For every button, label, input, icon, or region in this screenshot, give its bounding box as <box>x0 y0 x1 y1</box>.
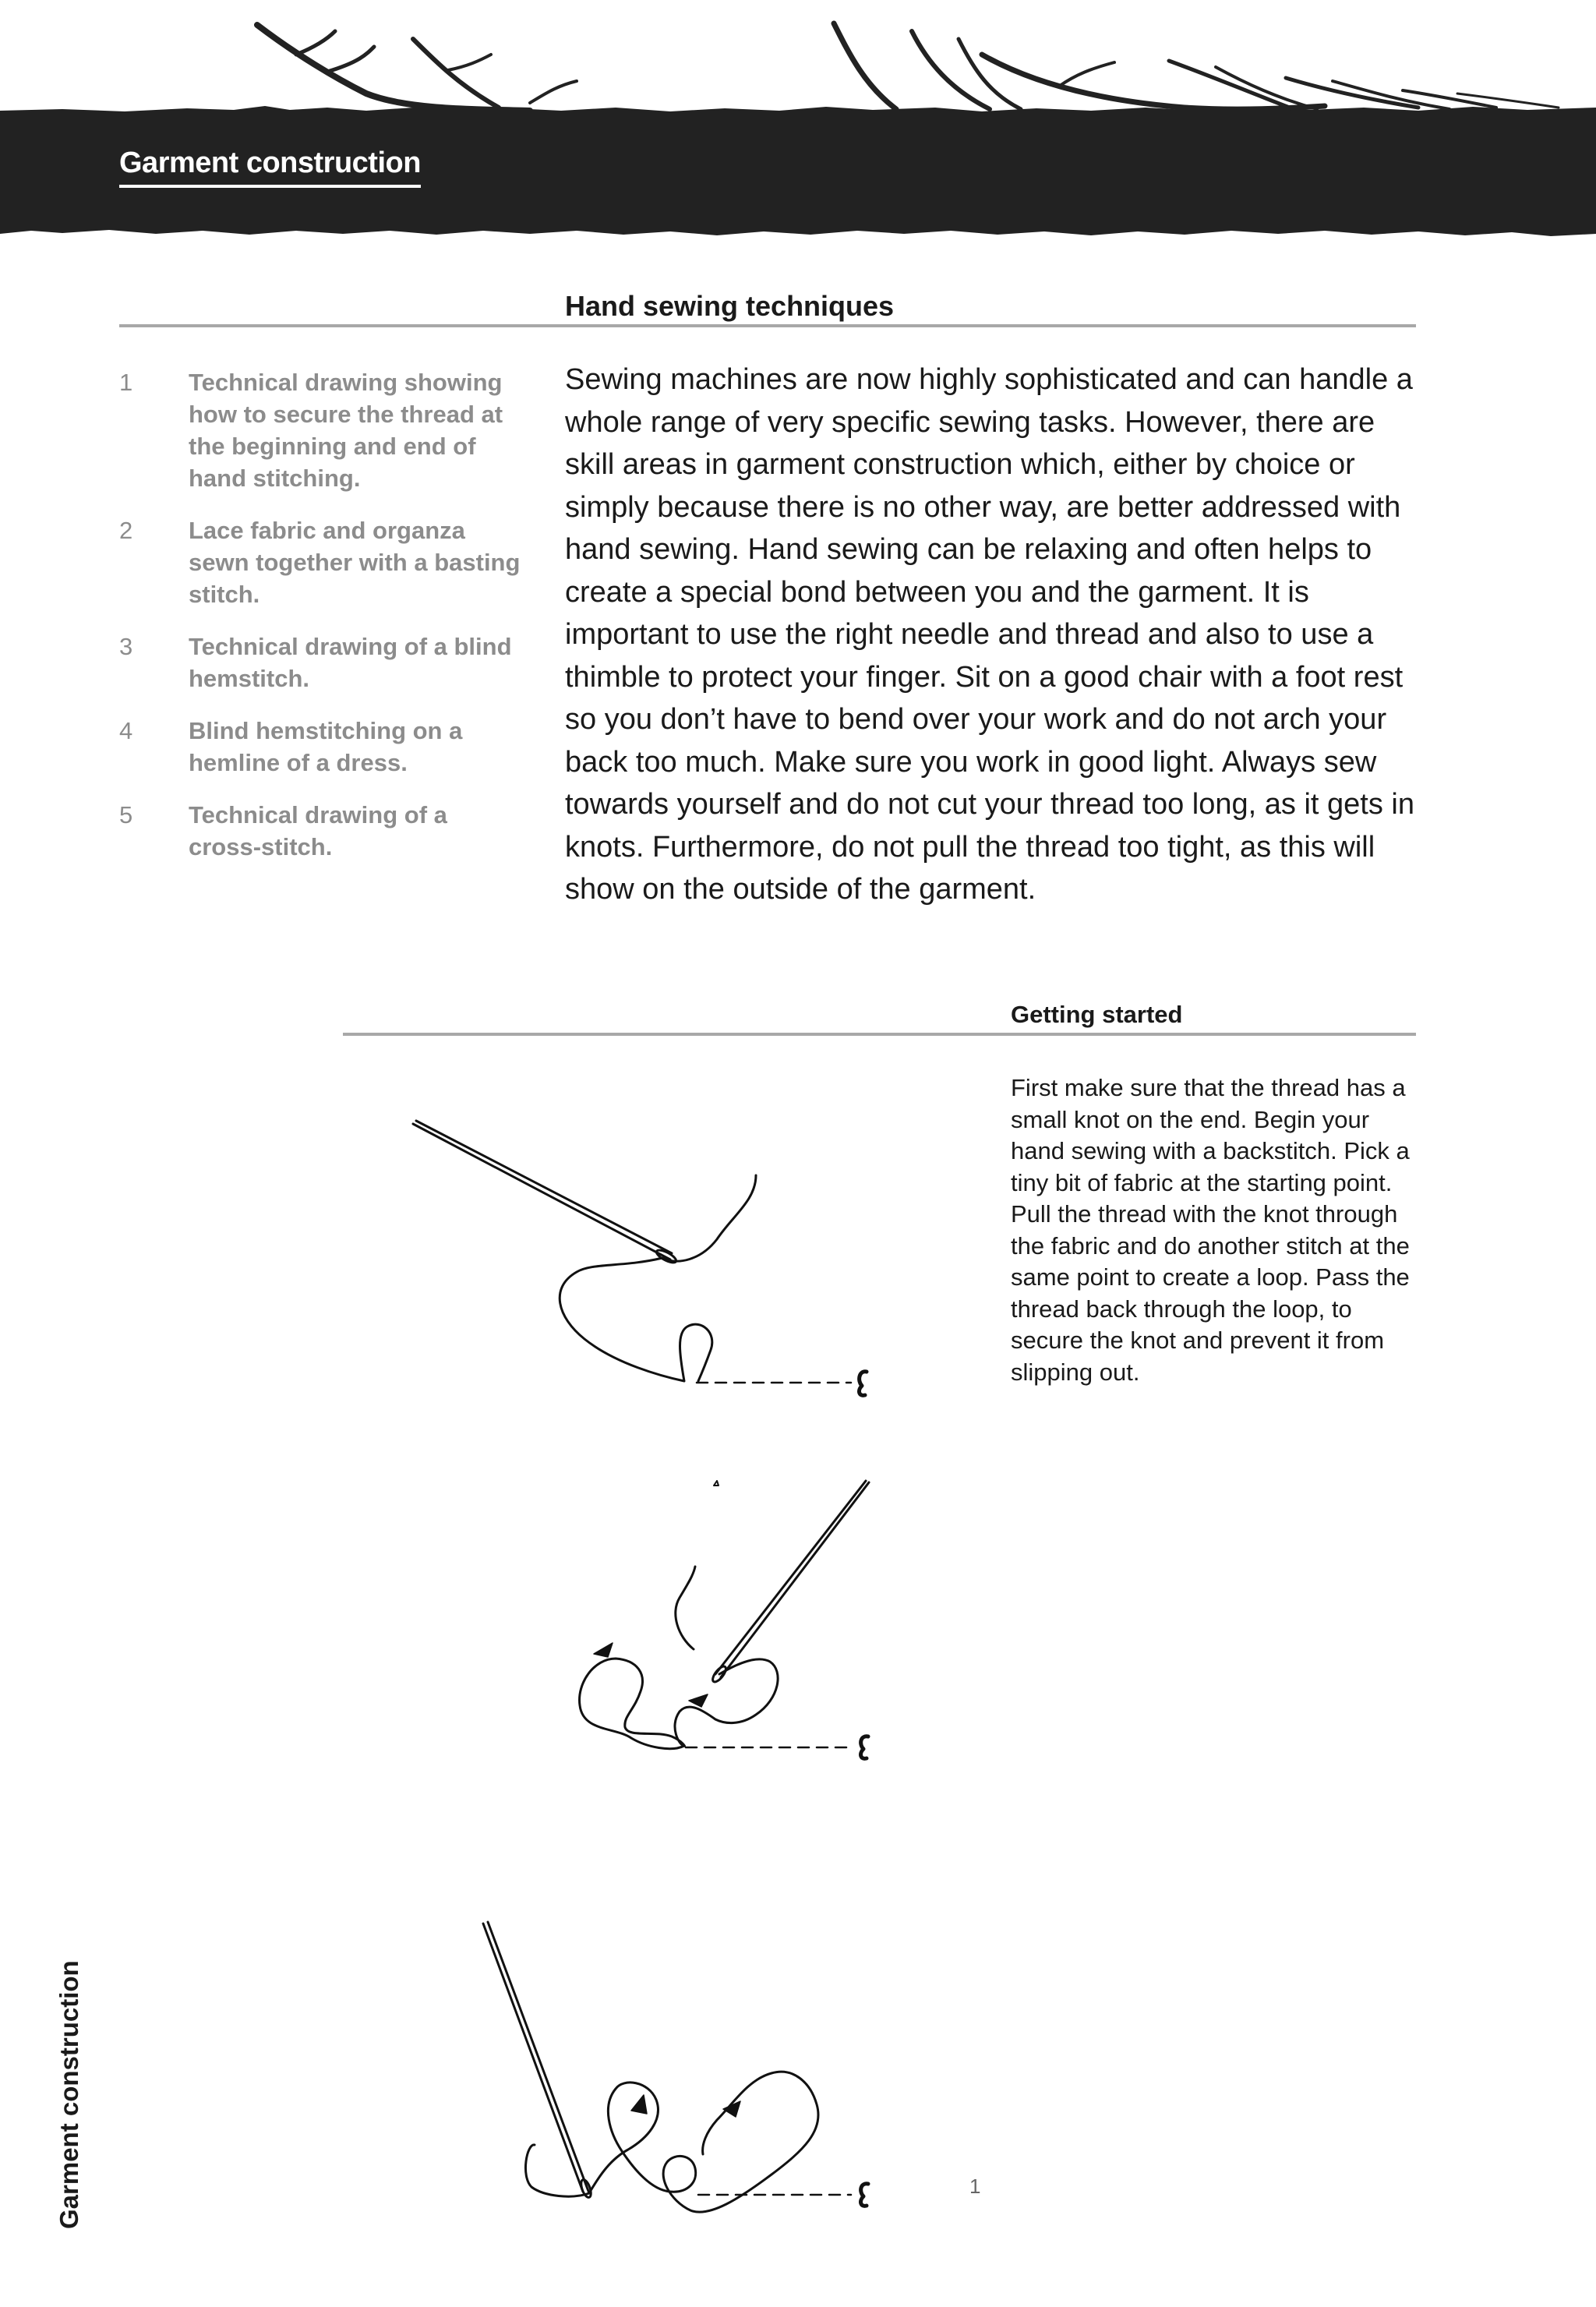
intro-rule <box>119 324 1416 327</box>
caption-item <box>119 715 524 779</box>
caption-text: Blind hemstitching on a hemline of a dress. <box>189 717 463 776</box>
caption-item <box>119 799 524 863</box>
caption-number: 2 <box>119 517 133 544</box>
caption-text: Technical drawing of a cross-stitch. <box>189 801 447 860</box>
caption-text: Technical drawing of a blind hemstitch. <box>189 633 512 692</box>
backstitch-knot-illustration <box>390 1107 951 1418</box>
arrow-2 <box>689 1694 708 1707</box>
secure-loop-illustration <box>390 1902 951 2307</box>
intro-heading: Hand sewing techniques <box>565 290 895 322</box>
getting-started-heading: Getting started <box>1011 1001 1183 1028</box>
header-band <box>0 0 1596 249</box>
caption-item <box>119 366 524 494</box>
thread <box>580 1567 779 1749</box>
intro-body: Sewing machines are now highly sophisticated and can handle a whole range of very specific sewing tasks. However, there are skill areas in garment construction which, either by choice or simply because there is no other way, are better addressed with hand sewing. Hand sewing can be relaxing and often helps to create a special bond between you and the garment. It is important to use the right needle and thread and also to use a thimble to protect your finger. Sit on a good chair with a foot rest so you don’t have to bend over your work and do not arch your back too much. Make sure you work in good light. Always sew towards yourself and do not cut your thread too long, as it gets in knots. Furthermore, do not pull the thread too tight, as this will show on the outside of the garment. <box>565 363 1414 906</box>
caption-number: 4 <box>119 717 133 744</box>
needle <box>714 1481 719 1486</box>
caption-text: Lace fabric and organza sewn together with a basting stitch. <box>189 517 521 608</box>
caption-text: Technical drawing showing how to secure the thread at the beginning and end of hand stitching. <box>189 369 503 492</box>
loop-illustration <box>390 1457 951 1894</box>
page-number: 1 <box>969 2175 981 2198</box>
needle <box>483 1922 589 2193</box>
caption-number: 5 <box>119 801 133 828</box>
arrow-1 <box>631 2095 647 2114</box>
knot <box>860 1372 867 1396</box>
needle <box>413 1121 672 1259</box>
thread <box>560 1175 756 1381</box>
knot <box>861 2184 868 2206</box>
getting-started-body: First make sure that the thread has a small knot on the end. Begin your hand sewing with a backstitch. Pick a tiny bit of fabric at the starting point. Pull the thread with the knot through the fabric and do another stitch at the same point to create a loop. Pass the thread back through the loop, to secure the knot and prevent it from slipping out. <box>1011 1074 1410 1386</box>
caption-number: 1 <box>119 369 133 396</box>
caption-item <box>119 514 524 610</box>
section-title: Garment construction <box>119 147 421 188</box>
branch-silhouettes <box>257 23 1559 111</box>
getting-started-rule <box>343 1033 1416 1036</box>
caption-list <box>119 366 524 883</box>
caption-item <box>119 631 524 694</box>
side-label: Garment construction <box>55 1960 83 2229</box>
arrow-1 <box>594 1643 613 1657</box>
caption-number: 3 <box>119 633 133 660</box>
knot <box>861 1736 868 1759</box>
needle <box>715 1481 869 1677</box>
